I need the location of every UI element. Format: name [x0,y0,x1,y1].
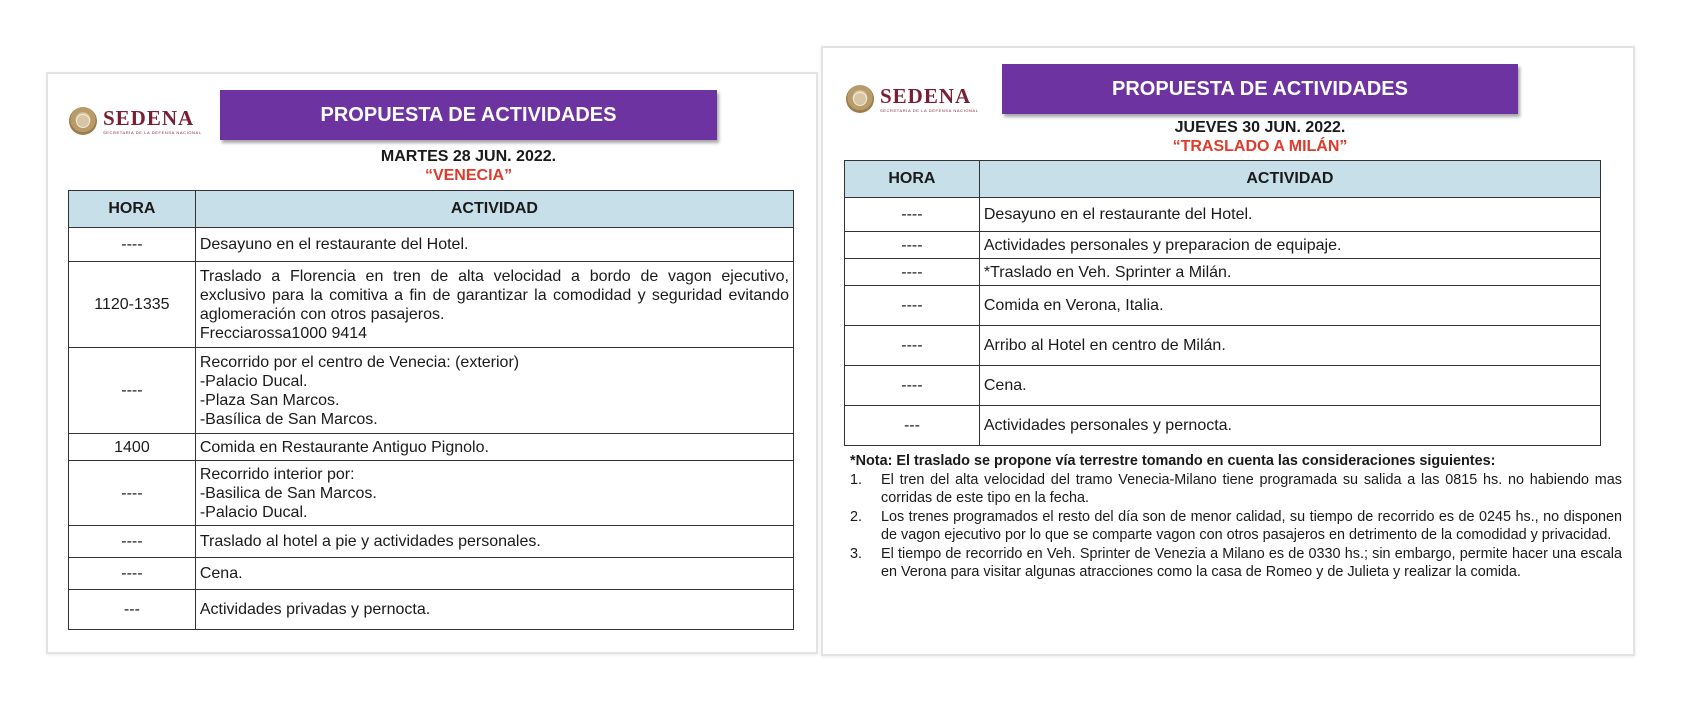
cell-actividad: Actividades personales y pernocta. [979,406,1600,446]
slide-martes [46,72,818,654]
national-seal-icon [69,107,97,135]
table-row [845,326,1601,366]
table-row [845,198,1601,232]
cell-hora: ---- [845,232,980,259]
logo-name: SEDENA [103,106,195,130]
logo-name: SEDENA [880,84,972,108]
cell-actividad: Cena. [195,558,793,590]
cell-actividad: Traslado a Florencia en tren de alta velocidad a bordo de vagon ejecutivo, exclusivo para la comitiva a fin de garantizar la comodidad y seguridad evitando aglomeración con otros pasajeros. Frecciarossa1000 9414 [195,262,793,348]
schedule-table [844,160,1601,446]
table-row [845,259,1601,286]
sedena-logo [69,107,202,135]
cell-actividad: Actividades privadas y pernocta. [195,590,793,630]
cell-hora: ---- [845,259,980,286]
cell-actividad: Comida en Verona, Italia. [979,286,1600,326]
cell-actividad: Recorrido por el centro de Venecia: (exterior) -Palacio Ducal. -Plaza San Marcos. -Basílica de San Marcos. [195,348,793,434]
cell-hora: --- [69,590,196,630]
location-subtitle: “TRASLADO A MILÁN” [1172,138,1348,155]
cell-hora: ---- [845,198,980,232]
table-row [69,461,794,526]
cell-actividad: Traslado al hotel a pie y actividades personales. [195,526,793,558]
cell-hora: ---- [69,558,196,590]
cell-actividad: Actividades personales y preparacion de equipaje. [979,232,1600,259]
cell-hora: ---- [845,326,980,366]
cell-actividad: Desayuno en el restaurante del Hotel. [979,198,1600,232]
cell-hora: ---- [845,366,980,406]
table-row [69,262,794,348]
cell-hora: --- [845,406,980,446]
header-actividad: ACTIVIDAD [979,161,1600,198]
cell-actividad: Desayuno en el restaurante del Hotel. [195,228,793,262]
table-row [69,434,794,461]
sedena-logo [846,85,979,113]
cell-hora: ---- [69,461,196,526]
logo-subtitle: SECRETARÍA DE LA DEFENSA NACIONAL [103,130,202,135]
table-row [69,590,794,630]
title-banner: PROPUESTA DE ACTIVIDADES [1002,64,1518,114]
cell-actividad: Cena. [979,366,1600,406]
list-item: 3. El tiempo de recorrido en Veh. Sprinter de Venezia a Milano es de 0330 hs.; sin embargo, permite hacer una escala en Verona para visitar algunas atracciones como la casa de Romeo y de Julieta y realizar la comida. [850,545,1622,580]
date-heading: JUEVES 30 JUN. 2022. [1174,119,1346,136]
table-row [69,228,794,262]
national-seal-icon [846,85,874,113]
table-row [845,232,1601,259]
header-actividad: ACTIVIDAD [195,191,793,228]
cell-actividad: Comida en Restaurante Antiguo Pignolo. [195,434,793,461]
header-hora: HORA [69,191,196,228]
header-hora: HORA [845,161,980,198]
date-heading: MARTES 28 JUN. 2022. [380,148,557,165]
cell-hora: 1120-1335 [69,262,196,348]
cell-actividad: Recorrido interior por: -Basilica de San Marcos. -Palacio Ducal. [195,461,793,526]
table-row [845,286,1601,326]
cell-hora: ---- [69,228,196,262]
note-intro: *Nota: El traslado se propone vía terrestre tomando en cuenta las consideraciones siguientes: [850,453,1496,469]
list-item: 2. Los trenes programados el resto del día son de menor calidad, su tiempo de recorrido es de 0245 hs., no disponen de vagon ejecutivo por lo que se comparte vagon con otros pasajeros en detrimento de la comodidad y privacidad. [850,508,1622,543]
title-banner: PROPUESTA DE ACTIVIDADES [220,90,717,140]
cell-hora: 1400 [69,434,196,461]
location-subtitle: “VENECIA” [424,167,513,184]
table-row [69,558,794,590]
schedule-table [68,190,794,630]
logo-subtitle: SECRETARÍA DE LA DEFENSA NACIONAL [880,108,979,113]
table-row [69,348,794,434]
travel-note [850,452,1622,582]
cell-hora: ---- [69,526,196,558]
cell-hora: ---- [845,286,980,326]
slide-jueves [821,46,1635,656]
table-row [845,366,1601,406]
table-row [845,406,1601,446]
list-item: 1. El tren del alta velocidad del tramo Venecia-Milano tiene programada su salida a las 0815 hs. no habiendo mas corridas de este tipo en la fecha. [850,471,1622,506]
cell-actividad: *Traslado en Veh. Sprinter a Milán. [979,259,1600,286]
table-row [69,526,794,558]
cell-actividad: Arribo al Hotel en centro de Milán. [979,326,1600,366]
cell-hora: ---- [69,348,196,434]
note-list [850,471,1622,582]
